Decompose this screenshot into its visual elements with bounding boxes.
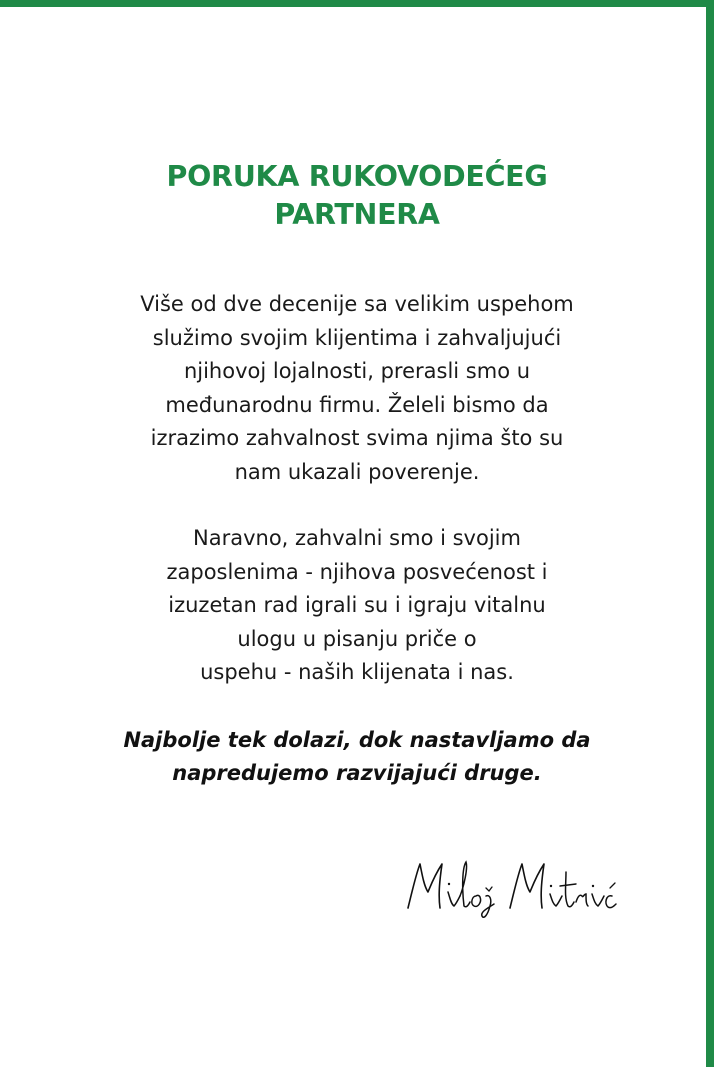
- title-line: PARTNERA: [274, 198, 440, 231]
- paragraph-line: izuzetan rad igrali su i igraju vitalnu: [168, 593, 546, 617]
- paragraph-line: Naravno, zahvalni smo i svojim: [193, 526, 521, 550]
- top-border: [0, 0, 714, 7]
- paragraph-employees: [40, 522, 674, 690]
- paragraph-line: međunarodnu firmu. Želeli bismo da: [165, 392, 549, 417]
- paragraph-line: ulogu u pisanju priče o: [237, 626, 477, 651]
- closing-statement: [40, 724, 674, 791]
- closing-line: napredujemo razvijajući druge.: [172, 761, 542, 785]
- paragraph-line: služimo svojim klijentima i zahvaljujući: [152, 325, 562, 350]
- handwritten-signature: [400, 852, 620, 922]
- paragraph-line: njihovoj lojalnosti, prerasli smo u: [183, 359, 531, 383]
- closing-line: Najbolje tek dolazi, dok nastavljamo da: [123, 727, 591, 752]
- paragraph-intro: [40, 288, 674, 489]
- paragraph-line: Više od dve decenije sa velikim uspehom: [140, 292, 574, 316]
- signature-image: [400, 852, 620, 922]
- title-line: PORUKA RUKOVODEĆEG: [166, 160, 548, 193]
- page-title: [40, 158, 674, 234]
- paragraph-line: uspehu - naših klijenata i nas.: [200, 660, 514, 684]
- paragraph-line: izrazimo zahvalnost svima njima što su: [150, 426, 564, 450]
- paragraph-line: nam ukazali poverenje.: [234, 459, 480, 484]
- message-content: [40, 158, 674, 791]
- right-border: [706, 0, 714, 1067]
- paragraph-line: zaposlenima - njihova posvećenost i: [166, 559, 548, 584]
